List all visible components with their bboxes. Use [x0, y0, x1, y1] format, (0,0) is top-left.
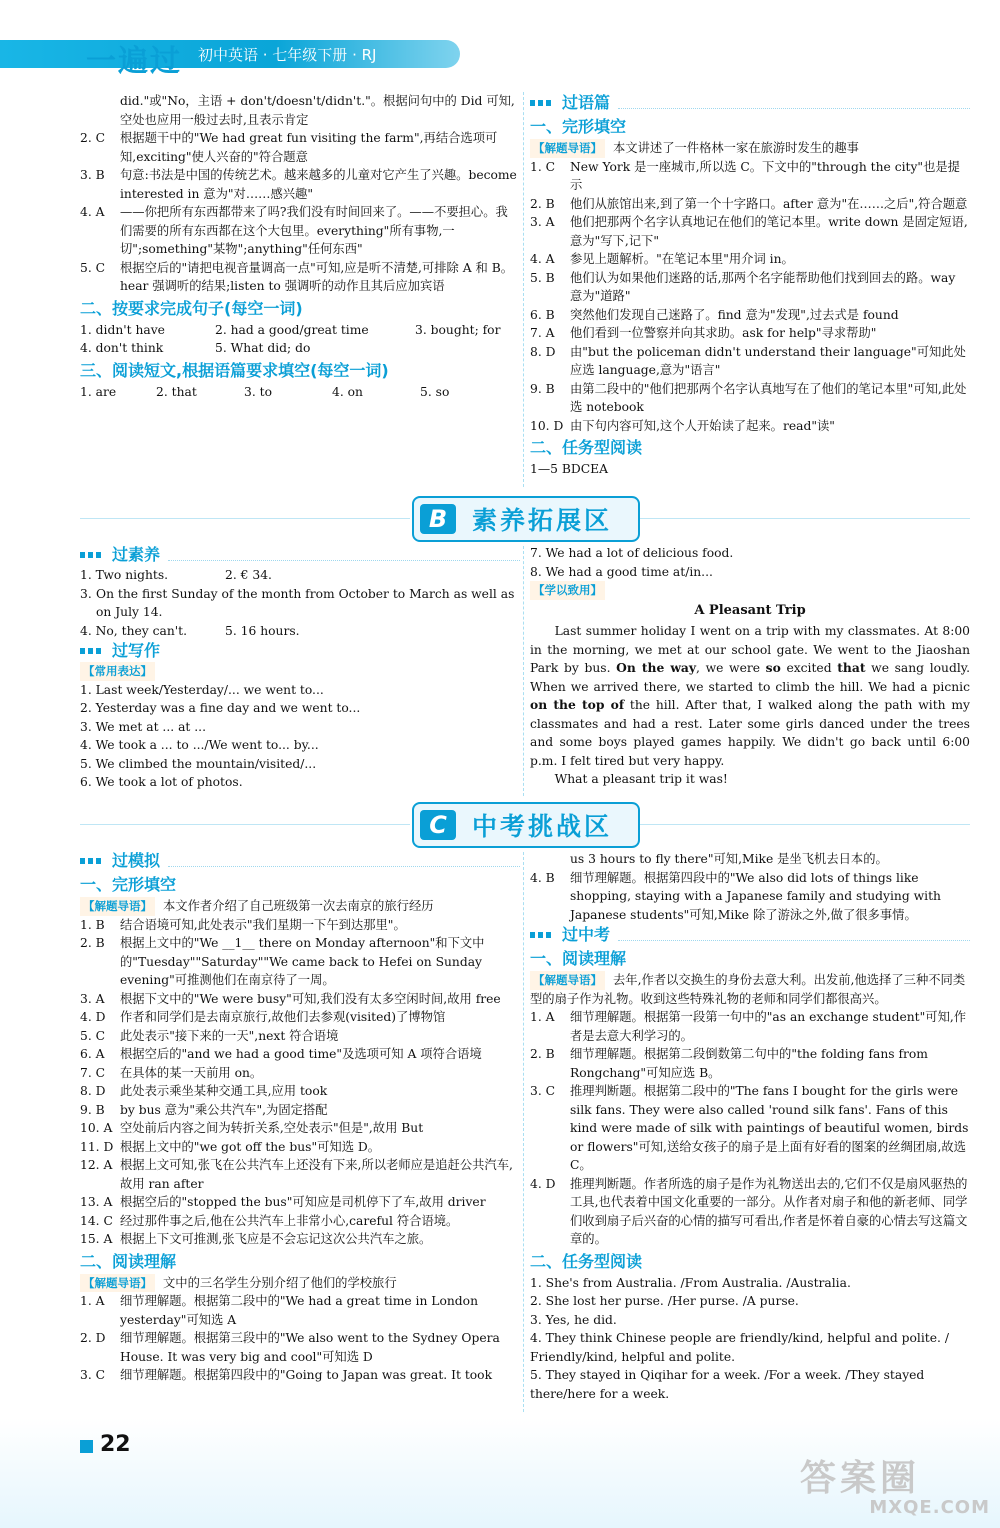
answer-item — [80, 1230, 520, 1249]
answer-text: 根据上下文可推测,张飞应是不会忘记这次公共汽车之旅。 — [120, 1232, 432, 1246]
expression-line: 6. We took a lot of photos. — [80, 775, 243, 789]
answer-text: 5. What did; do — [215, 341, 311, 355]
part-title — [530, 92, 970, 114]
item-number: 3. A — [530, 215, 555, 229]
answer-text: 此处表示乘坐某种交通工具,应用 took — [120, 1084, 328, 1098]
answer-text: 根据上文中的"we got off the bus"可知选 D。 — [120, 1139, 381, 1154]
answer-text: 细节理解题。根据第二段倒数第二句中的"the folding fans from Rongchang"可知应选 B。 — [570, 1047, 928, 1080]
item-number: 1. A — [80, 1294, 105, 1308]
essay-paragraph: What a pleasant trip it was! — [554, 772, 728, 786]
answer-text: 在具体的某一天前用 on。 — [120, 1065, 263, 1080]
expression-line: 2. Yesterday was a fine day and we went to... — [80, 701, 361, 715]
answer-text: 句意:书法是中国的传统艺术。越来越多的儿童对它产生了兴趣。become interested in 意为"对……感兴趣" — [120, 168, 517, 201]
answer-item — [530, 195, 970, 214]
answer-text: 突然他们发现自己迷路了。find 意为"发现",过去式是 found — [570, 307, 899, 322]
guide-text: 本文作者介绍了自己班级第一次去南京的旅行经历 — [163, 899, 434, 913]
answer-text: 4. They think Chinese people are friendly/kind, helpful and polite. / Friendly/kind, helpful and polite. — [530, 1331, 949, 1364]
page-number: 22 — [100, 1432, 131, 1457]
answer-text: by bus 意为"乘公共汽车",为固定搭配 — [120, 1102, 328, 1117]
answer-item — [530, 158, 970, 195]
answer-text: 根据上文中的"We __1__ there on Monday afternoon"和下文中的"Tuesday""Saturday""We came back to Hefei on Sunday evening"可推测他们在南京待了一周。 — [120, 936, 485, 987]
item-number: 12. A — [80, 1158, 113, 1172]
section-title: 二、按要求完成句子(每空一词) — [80, 298, 303, 318]
stripe-icon — [530, 929, 556, 941]
stripe-icon — [80, 645, 106, 657]
banner-letter: B — [420, 504, 456, 534]
guide-tag: 【解题导语】 — [80, 1274, 155, 1293]
item-number: 2. D — [80, 1331, 106, 1345]
page-mark-icon — [80, 1440, 93, 1453]
expression-line: 4. We took a ... to .../We went to... by... — [80, 738, 319, 752]
item-number: 4. A — [80, 205, 105, 219]
answer-item — [530, 250, 970, 269]
part-title-text: 过素养 — [112, 545, 161, 564]
answer-text: 细节理解题。根据第四段中的"Going to Japan was great. It took — [120, 1368, 493, 1382]
answer-item — [80, 1045, 520, 1064]
stripe-icon — [530, 97, 556, 109]
essay-paragraph: Last summer holiday I went on a trip with my classmates. At 8:00 in the morning, we met at our school gate. We went to the Jiaoshan Park by bus. On the way, we were so excited that we sang loudly. When we arrived there, we started to climb the hill. We had a picnic on the top of the hill. After that, I walked along the path with my classmates and had a rest. Later some girls danced under the trees and some boys played games happily. We didn't go back until 6:00 p.m. I felt tired but very happy. — [530, 624, 970, 768]
watermark-text: 答案圈 — [800, 1458, 921, 1499]
expression-line: 3. We met at ... at ... — [80, 719, 206, 734]
apply-tag: 【学以致用】 — [530, 581, 605, 600]
column-divider — [523, 852, 524, 1412]
item-number: 3. C — [80, 1368, 106, 1382]
item-number: 7. A — [530, 326, 555, 340]
part-title — [530, 924, 970, 946]
item-number: 1. B — [80, 917, 105, 932]
answer-item — [80, 166, 520, 203]
guide-line — [80, 1274, 520, 1293]
answer-item — [530, 869, 970, 925]
mid-right-column — [530, 544, 970, 789]
answer-row — [80, 321, 520, 340]
answer-item — [530, 1082, 970, 1175]
answer-item — [80, 259, 520, 296]
answer-item — [530, 417, 970, 436]
answer-item — [80, 934, 520, 990]
item-number: 6. B — [530, 307, 555, 322]
answer-text: 由第二段中的"他们把那两个名字认真地写在了他们的笔记本里"可知,此处选 notebook — [570, 381, 967, 414]
answer-item — [80, 1292, 520, 1329]
expression-line: 8. We had a good time at/in... — [530, 564, 713, 579]
item-number: 8. D — [530, 344, 556, 359]
section-banner-b — [412, 496, 640, 542]
column-divider — [523, 546, 524, 796]
guide-tag: 【解题导语】 — [530, 971, 605, 990]
answer-text: 5. so — [420, 384, 450, 399]
watermark-url: MXQE.COM — [869, 1497, 990, 1518]
answer-item — [530, 1008, 970, 1045]
section-title: 三、阅读短文,根据语篇要求填空(每空一词) — [80, 360, 389, 380]
guide-text: 去年,作者以交换生的身份去意大利。出发前,他选择了三种不同类型的扇子作为礼物。收到这些特殊礼物的老师和同学们都很高兴。 — [530, 973, 966, 1006]
stripe-icon — [80, 855, 106, 867]
answer-row — [80, 566, 520, 585]
answer-item — [80, 1193, 520, 1212]
section-title: 一、完形填空 — [80, 875, 177, 894]
answer-item — [80, 1119, 520, 1138]
answer-text: 3. to — [244, 384, 272, 399]
answer-item — [80, 1212, 520, 1231]
item-number: 3. — [80, 586, 92, 601]
item-number: 3. B — [80, 168, 105, 182]
answer-text: New York 是一座城市,所以选 C。下文中的"through the city"也是提示 — [570, 159, 960, 192]
item-number: 4. A — [530, 252, 555, 266]
answer-item — [80, 585, 520, 622]
answer-text: 由"but the policeman didn't understand their language"可知此处应选 language,意为"语言" — [570, 344, 966, 377]
answer-item — [80, 1138, 520, 1157]
answer-text: 参见上题解析。"在笔记本里"用介词 in。 — [570, 252, 794, 266]
part-title — [80, 850, 520, 872]
guide-tag: 【解题导语】 — [530, 139, 605, 158]
section-title: 二、任务型阅读 — [530, 1251, 643, 1271]
answer-text: 经过那件事之后,他在公共汽车上非常小心,careful 符合语境。 — [120, 1213, 459, 1228]
answer-text: 作者和同学们是去南京旅行,故他们去参观(visited)了博物馆 — [120, 1010, 446, 1024]
answer-text: 1. are — [80, 384, 117, 399]
item-number: 2. B — [530, 1047, 555, 1061]
answer-item — [530, 1045, 970, 1082]
bottom-left-column — [80, 850, 520, 1385]
item-number: 11. D — [80, 1139, 114, 1154]
answer-text: 根据空后的"stopped the bus"可知应是司机停下了车,故用 driver — [120, 1195, 486, 1209]
expression-line: 7. We had a lot of delicious food. — [530, 546, 734, 560]
answer-text: 3. bought; for — [415, 322, 501, 337]
answer-text: 2. had a good/great time — [215, 322, 369, 337]
answer-text: ——你把所有东西都带来了吗?我们没有时间回来了。——不要担心。我们需要的所有东西都在这个大包里。everything"所有事物,一切";something"某物";anything"任何东西" — [120, 205, 508, 256]
divider — [618, 930, 970, 941]
guide-text: 本文讲述了一件格林一家在旅游时发生的趣事 — [613, 141, 859, 155]
answer-text: 3. Yes, he did. — [530, 1312, 617, 1327]
divider — [168, 856, 520, 867]
answer-text: 1—5 BDCEA — [530, 462, 609, 476]
divider — [80, 518, 410, 519]
answer-item — [80, 129, 520, 166]
answer-text: 他们把那两个名字认真地记在他们的笔记本里。write down 是固定短语,意为"写下,记下" — [570, 215, 968, 248]
top-right-column — [530, 92, 970, 479]
answer-text: 推理判断题。作者所选的扇子是作为礼物送出去的,它们不仅是扇风驱热的工具,也代表着中国文化重要的一部分。从作者对扇子和他的新老师、同学们收到扇子后兴奋的心情的描写可看出,作者是怀着自豪的心情去写这篇文章的。 — [570, 1176, 968, 1246]
column-divider — [523, 92, 524, 487]
item-number: 8. D — [80, 1084, 106, 1098]
answer-row — [80, 622, 520, 641]
divider — [640, 824, 970, 825]
guide-line — [80, 897, 520, 916]
expression-line: 1. Last week/Yesterday/... we went to... — [80, 682, 324, 697]
answer-text: 根据空后的"请把电视音量调高一点"可知,应是听不清楚,可排除 A 和 B。hear 强调听的结果;listen to 强调听的动作且其后应加宾语 — [120, 260, 514, 293]
page-header — [0, 0, 1000, 88]
answer-text: 他们从旅馆出来,到了第一个十字路口。after 意为"在……之后",符合题意 — [570, 196, 968, 211]
item-number: 15. A — [80, 1232, 113, 1246]
answer-row — [80, 339, 520, 358]
answer-text: 此处表示"接下来的一天",next 符合语境 — [120, 1028, 339, 1043]
watermark-logo — [800, 1460, 990, 1524]
answer-text: 5. They stayed in Qiqihar for a week. /For a week. /They stayed there/here for a week. — [530, 1368, 925, 1401]
answer-text: 2. She lost her purse. /Her purse. /A purse. — [530, 1294, 799, 1308]
answer-text: 根据题干中的"We had great fun visiting the farm",再结合选项可知,exciting"使人兴奋的"符合题意 — [120, 131, 498, 164]
answer-item — [530, 343, 970, 380]
section-title: 一、完形填空 — [530, 117, 627, 136]
answer-text: 5. 16 hours. — [225, 623, 300, 638]
answer-text: 4. don't think — [80, 341, 164, 355]
item-number: 5. B — [530, 270, 555, 285]
answer-item — [530, 1175, 970, 1249]
item-number: 7. C — [80, 1065, 106, 1080]
answer-text: 细节理解题。根据第一段第一句中的"as an exchange student"可知,作者是去意大利学习的。 — [570, 1010, 967, 1043]
section-banner-c — [412, 802, 640, 848]
answer-item — [80, 92, 520, 129]
item-number: 14. C — [80, 1213, 113, 1228]
answer-text: 根据下文中的"We were busy"可知,我们没有太多空闲时间,故用 free — [120, 991, 501, 1006]
answer-item — [80, 1101, 520, 1120]
banner-title: 中考挑战区 — [472, 812, 613, 841]
answer-text: 他们认为如果他们迷路的话,那两个名字能帮助他们找到回去的路。way 意为"道路" — [570, 270, 956, 303]
answer-item — [80, 990, 520, 1009]
banner-letter: C — [420, 810, 456, 840]
item-number: 5. C — [80, 1028, 106, 1043]
item-number: 5. C — [80, 260, 106, 275]
expression-tag: 【常用表达】 — [80, 662, 155, 681]
guide-tag: 【解题导语】 — [80, 897, 155, 916]
item-number: 2. B — [530, 196, 555, 211]
top-left-column — [80, 92, 520, 401]
essay-title: A Pleasant Trip — [694, 602, 806, 618]
item-number: 9. B — [530, 381, 555, 396]
answer-row — [80, 383, 520, 402]
banner-title: 素养拓展区 — [472, 506, 613, 535]
part-title-text: 过语篇 — [562, 93, 611, 112]
divider — [640, 518, 970, 519]
section-title: 二、任务型阅读 — [530, 438, 643, 457]
item-number: 4. B — [530, 870, 555, 885]
answer-item — [530, 324, 970, 343]
part-title — [80, 640, 520, 662]
answer-text: 由下句内容可知,这个人开始读了起来。read"读" — [570, 418, 835, 433]
divider — [618, 98, 970, 109]
answer-text: 细节理解题。根据第三段中的"We also went to the Sydney Opera House. It was very big and cool"可知选 D — [120, 1331, 500, 1364]
answer-text: 细节理解题。根据第四段中的"We also did lots of things like shopping, staying with a Japanese family and studying with Japanese students"可知,Mike 除了游泳之外,做了很多事情。 — [570, 870, 941, 922]
answer-item — [80, 1329, 520, 1366]
answer-item — [80, 1156, 520, 1193]
answer-text: 他们看到一位警察并向其求助。ask for help"寻求帮助" — [570, 326, 877, 340]
guide-line — [530, 139, 970, 158]
part-title-text: 过中考 — [562, 925, 611, 944]
answer-item — [80, 1082, 520, 1101]
answer-item — [80, 1008, 520, 1027]
guide-text: 文中的三名学生分别介绍了他们的学校旅行 — [163, 1275, 397, 1290]
section-title: 二、阅读理解 — [80, 1251, 177, 1271]
part-title — [80, 544, 520, 566]
answer-text: 1. didn't have — [80, 322, 165, 337]
answer-text: did."或"No，主语 + don't/doesn't/didn't."。根据问句中的 Did 可知,空处也应用一般过去时,且表示肯定 — [120, 94, 515, 127]
bottom-right-column — [530, 850, 970, 1403]
answer-text: 结合语境可知,此处表示"我们星期一下午到达那里"。 — [120, 917, 406, 932]
item-number: 1. C — [530, 159, 556, 174]
brand-logo: 一遍过 — [86, 44, 182, 79]
item-number: 10. D — [530, 418, 564, 433]
answer-text: 推理判断题。根据第二段中的"The fans I bought for the girls were silk fans. They were also called 'round silk fans'. Fans of this kind were made of silk with paintings of beautiful women, birds or flowers"可知,送给女孩子的扇子是上面有好看的图案的丝绸团扇,故选 C。 — [570, 1084, 969, 1172]
answer-text: 1. She's from Australia. /From Australia. /Australia. — [530, 1275, 851, 1290]
answer-text: 2. that — [156, 384, 197, 399]
divider — [168, 550, 520, 561]
section-title: 一、阅读理解 — [530, 949, 627, 968]
answer-item — [80, 1064, 520, 1083]
answer-item — [530, 380, 970, 417]
answer-item — [530, 213, 970, 250]
mid-left-column — [80, 544, 520, 792]
answer-text: On the first Sunday of the month from October to March as well as on July 14. — [96, 586, 515, 619]
answer-text: 根据上文可知,张飞在公共汽车上还没有下来,所以老师应是追赶公共汽车,故用 ran after — [120, 1158, 513, 1191]
answer-text: 4. on — [332, 384, 363, 399]
part-title-text: 过模拟 — [112, 851, 161, 870]
item-number: 9. B — [80, 1102, 105, 1117]
expression-line: 5. We climbed the mountain/visited/... — [80, 756, 317, 771]
item-number: 3. A — [80, 991, 105, 1006]
answer-item — [530, 269, 970, 306]
answer-item — [530, 306, 970, 325]
item-number: 4. D — [80, 1010, 106, 1024]
answer-item — [80, 203, 520, 259]
guide-line — [530, 971, 970, 1008]
item-number: 6. A — [80, 1047, 105, 1061]
item-number: 4. D — [530, 1176, 556, 1191]
item-number: 13. A — [80, 1195, 113, 1209]
answer-text: 2. € 34. — [225, 568, 272, 582]
answer-text: 细节理解题。根据第二段中的"We had a great time in London yesterday"可知选 A — [120, 1294, 478, 1327]
answer-text: us 3 hours to fly there"可知,Mike 是坐飞机去日本的。 — [570, 852, 888, 866]
book-subtitle: 初中英语 · 七年级下册 · RJ — [198, 46, 377, 64]
answer-text: 空处前后内容之间为转折关系,空处表示"但是",故用 But — [120, 1121, 424, 1135]
answer-item — [80, 1366, 520, 1385]
answer-text: 4. No, they can't. — [80, 623, 187, 638]
answer-text: 根据空后的"and we had a good time"及选项可知 A 项符合语境 — [120, 1047, 482, 1061]
answer-text: 1. Two nights. — [80, 568, 169, 582]
stripe-icon — [80, 549, 106, 561]
item-number: 2. B — [80, 936, 105, 950]
answer-item — [530, 850, 970, 869]
item-number: 10. A — [80, 1121, 113, 1135]
item-number: 2. C — [80, 131, 106, 145]
part-title-text: 过写作 — [112, 641, 161, 660]
item-number: 3. C — [530, 1084, 556, 1098]
item-number: 1. A — [530, 1010, 555, 1024]
answer-item — [80, 1027, 520, 1046]
answer-item — [80, 916, 520, 935]
divider — [80, 824, 410, 825]
